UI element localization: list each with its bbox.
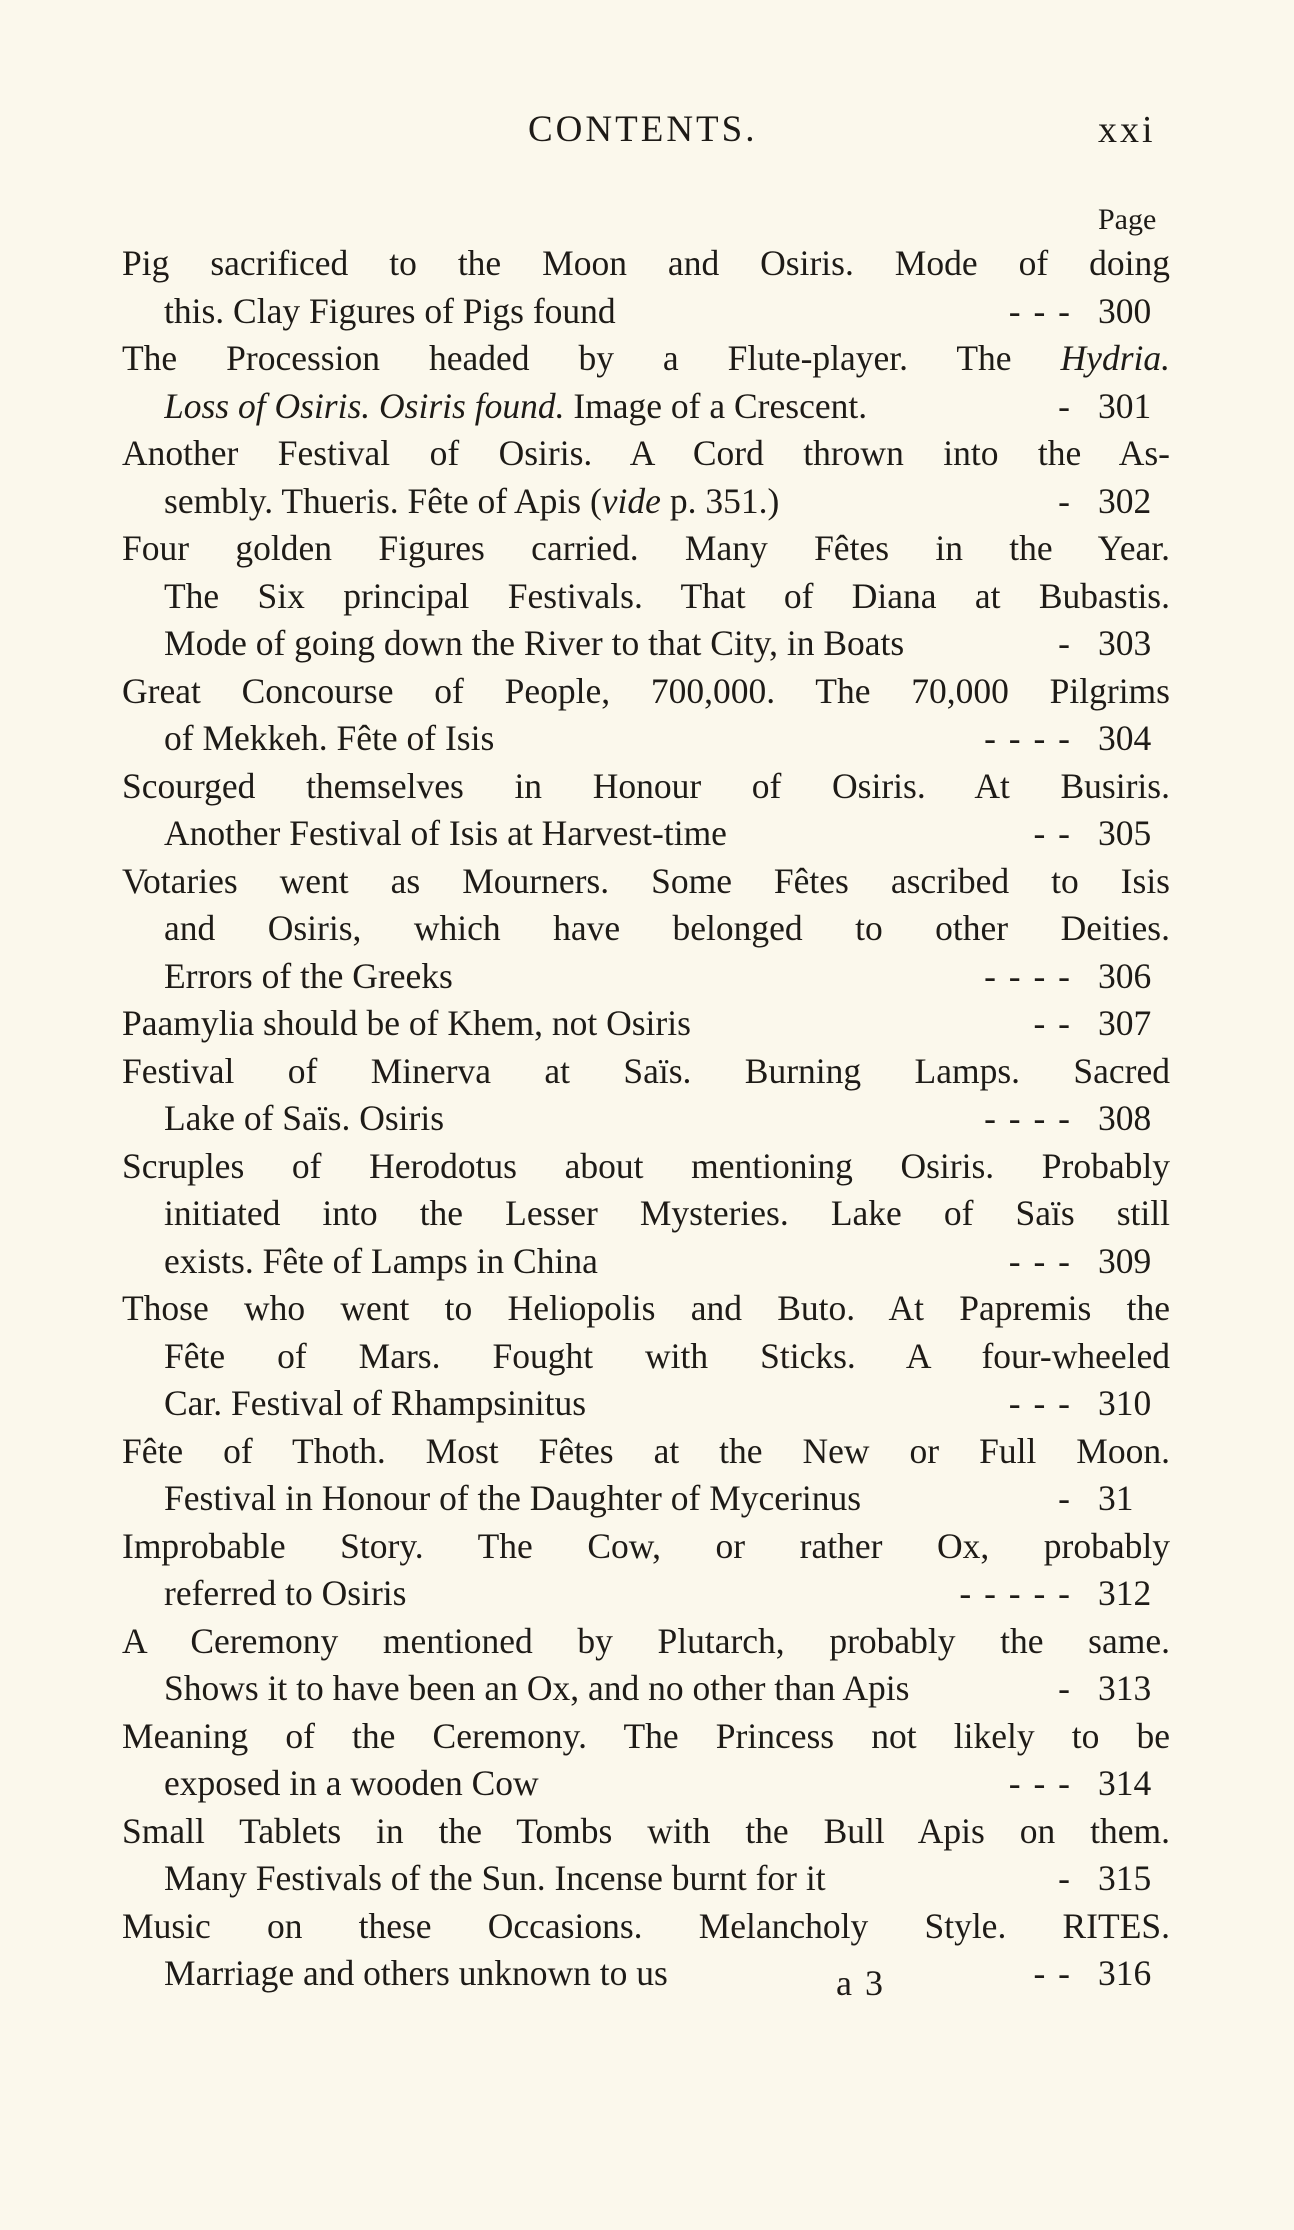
toc-leader: - - [1033,813,1072,853]
toc-page-number: 312 [1098,1573,1152,1613]
toc-entry [122,240,1170,335]
toc-line [122,763,1170,811]
toc-line [122,1570,1170,1618]
toc-line-text: Car. Festival of Rhampsinitus [164,1383,587,1423]
toc-line-text: referred to Osiris [164,1573,407,1613]
toc-line-text: and Osiris, which have belonged to other Deities. [164,908,1170,948]
toc-line [122,620,1170,668]
toc-line-text: of Mekkeh. Fête of Isis [164,718,495,758]
toc-line-text: Small Tablets in the Tombs with the Bull Apis on them. [122,1810,1170,1851]
toc-leader: - - - [1008,1763,1072,1803]
toc-leader: - - [1033,1953,1072,1993]
toc-line-text: exposed in a wooden Cow [164,1763,539,1803]
toc-line [122,1760,1170,1808]
toc-page-number: 300 [1098,290,1152,331]
toc-line [122,1665,1170,1713]
toc-line [122,335,1170,383]
toc-line [122,1618,1170,1666]
toc-line-text: Those who went to Heliopolis and Buto. At Papremis the [122,1288,1170,1328]
toc-line-text: The Six principal Festivals. That of Diana at Bubastis. [164,575,1170,616]
toc-page-number: 303 [1098,623,1152,663]
page-column-label: Page [1098,203,1157,236]
toc-entry [122,430,1170,525]
toc-line [122,1950,1170,1998]
toc-line [122,1713,1170,1761]
toc-leader: - [1058,385,1072,426]
toc-entry [122,1428,1170,1523]
toc-line [122,1428,1170,1476]
toc-line [122,288,1170,336]
toc-leader: - - - - [984,718,1072,758]
toc-line-text: Paamylia should be of Khem, not Osiris [122,1003,691,1043]
toc-line-text: Scourged themselves in Honour of Osiris. At Busiris. [122,765,1170,806]
toc-leader: - [1058,1668,1072,1708]
running-header [0,108,1294,168]
toc-line-text: Scruples of Herodotus about mentioning Osiris. Probably [122,1145,1170,1186]
toc-line [122,1475,1170,1523]
toc-leader: - [1058,1478,1072,1518]
toc-line [122,953,1170,1001]
page-numeral: xxi [1098,109,1156,151]
toc-leader: - [1058,1858,1072,1898]
toc-line [122,1238,1170,1286]
toc-page-number: 309 [1098,1240,1152,1281]
toc-line-text: Lake of Saïs. Osiris [164,1098,445,1138]
toc-leader: - - - [1008,290,1072,331]
toc-entry [122,1808,1170,1903]
toc-page-number: 308 [1098,1098,1152,1138]
contents-list [122,240,1170,1998]
toc-line-text: Votaries went as Mourners. Some Fêtes ascribed to Isis [122,860,1170,901]
toc-page-number: 31 [1098,1478,1134,1518]
toc-page-number: 316 [1098,1953,1152,1993]
toc-line-text: Music on these Occasions. Melancholy Style. RITES. [122,1905,1170,1946]
toc-line-text: Fête of Mars. Fought with Sticks. A four-wheeled [164,1335,1170,1376]
toc-page-number: 310 [1098,1383,1152,1423]
toc-line-text: Improbable Story. The Cow, or rather Ox, probably [122,1525,1170,1566]
toc-line-text: Festival of Minerva at Saïs. Burning Lamps. Sacred [122,1050,1170,1091]
toc-entry [122,1000,1170,1048]
toc-page-number: 301 [1098,385,1152,426]
toc-entry [122,1048,1170,1143]
toc-line [122,668,1170,716]
toc-line [122,1808,1170,1856]
toc-line [122,1143,1170,1191]
toc-line [122,383,1170,431]
toc-line-text: Meaning of the Ceremony. The Princess not likely to be [122,1715,1170,1756]
toc-line [122,715,1170,763]
toc-page-number: 313 [1098,1668,1152,1708]
toc-leader: - [1058,480,1072,521]
toc-page-number: 306 [1098,955,1152,996]
toc-entry [122,335,1170,430]
toc-entry [122,1523,1170,1618]
toc-line-text: this. Clay Figures of Pigs found [164,290,616,331]
toc-line [122,1095,1170,1143]
toc-line-text: A Ceremony mentioned by Plutarch, probably the same. [122,1620,1170,1661]
toc-line-text: Errors of the Greeks [164,955,453,996]
toc-line-text: Another Festival of Isis at Harvest-time [164,813,727,853]
toc-entry [122,668,1170,763]
toc-line-text: Marriage and others unknown to us [164,1953,668,1993]
toc-entry [122,525,1170,668]
toc-line [122,430,1170,478]
toc-leader: - [1058,623,1072,663]
toc-page-number: 307 [1098,1003,1152,1043]
toc-line [122,1523,1170,1571]
toc-line [122,858,1170,906]
toc-entry [122,1143,1170,1286]
toc-line [122,478,1170,526]
toc-entry [122,1285,1170,1428]
toc-line-text: Shows it to have been an Ox, and no other than Apis [164,1668,910,1708]
toc-line-text: Four golden Figures carried. Many Fêtes in the Year. [122,528,1170,568]
toc-entry [122,1618,1170,1713]
toc-line [122,525,1170,573]
toc-line [122,1855,1170,1903]
toc-line [122,810,1170,858]
toc-leader: - - - - - [959,1573,1072,1613]
toc-page-number: 314 [1098,1763,1152,1803]
toc-entry [122,763,1170,858]
signature-mark: a 3 [836,1963,885,2003]
toc-line-text: Pig sacrificed to the Moon and Osiris. Mode of doing [122,243,1170,283]
toc-line [122,1903,1170,1951]
toc-line [122,1000,1170,1048]
toc-line [122,1380,1170,1428]
toc-leader: - - - - [984,1098,1072,1138]
toc-line [122,573,1170,621]
toc-line [122,1333,1170,1381]
toc-entry [122,858,1170,1001]
toc-line-text: initiated into the Lesser Mysteries. Lake of Saïs still [164,1193,1170,1233]
toc-line-text: Great Concourse of People, 700,000. The 70,000 Pilgrims [122,670,1170,711]
toc-line-text: Many Festivals of the Sun. Incense burnt for it [164,1858,826,1898]
toc-line-text: Festival in Honour of the Daughter of Mycerinus [164,1478,862,1518]
toc-line [122,240,1170,288]
toc-entry [122,1713,1170,1808]
toc-line-text: sembly. Thueris. Fête of Apis (vide p. 351.) [164,480,780,521]
toc-leader: - - - - [984,955,1072,996]
toc-leader: - - - [1008,1383,1072,1423]
toc-line-text: exists. Fête of Lamps in China [164,1240,598,1281]
toc-entry [122,1903,1170,1998]
toc-line-text: The Procession headed by a Flute-player. The Hydria. [122,338,1170,378]
toc-line-text: Another Festival of Osiris. A Cord thrown into the As- [122,433,1170,473]
toc-line [122,905,1170,953]
toc-leader: - - [1033,1003,1072,1043]
toc-page-number: 304 [1098,718,1152,758]
toc-line [122,1048,1170,1096]
toc-line [122,1190,1170,1238]
page-title: CONTENTS. [528,109,758,150]
toc-line-text: Fête of Thoth. Most Fêtes at the New or Full Moon. [122,1430,1170,1471]
toc-page-number: 315 [1098,1858,1152,1898]
toc-line-text: Loss of Osiris. Osiris found. Image of a Crescent. [164,385,868,426]
toc-leader: - - - [1008,1240,1072,1281]
toc-line-text: Mode of going down the River to that City, in Boats [164,623,905,663]
toc-page-number: 302 [1098,480,1152,521]
toc-line [122,1285,1170,1333]
toc-page-number: 305 [1098,813,1152,853]
